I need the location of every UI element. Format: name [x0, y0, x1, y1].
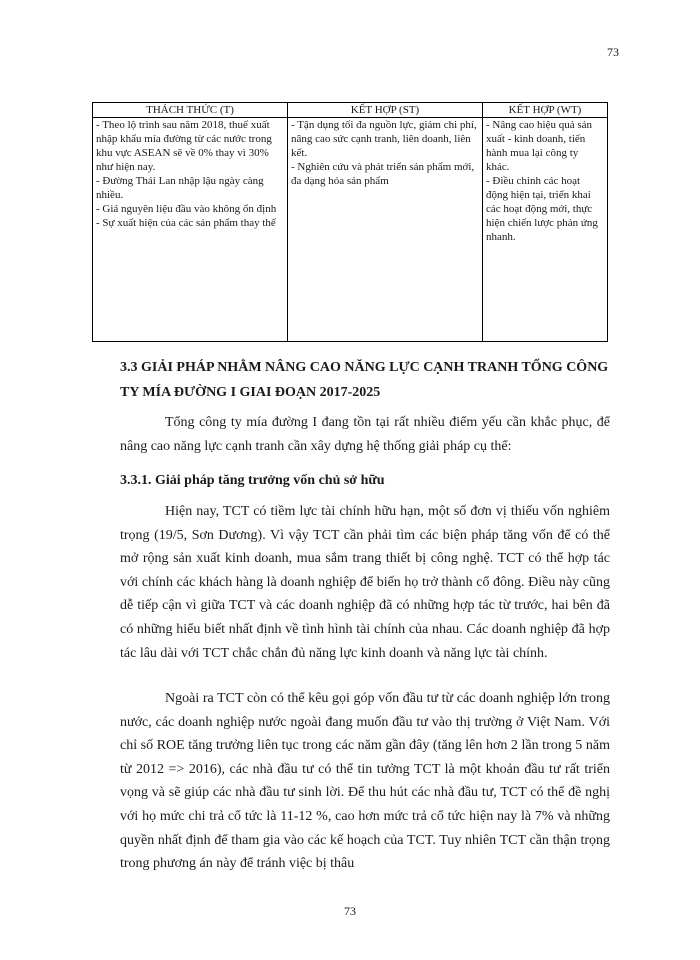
- header-wt: KẾT HỢP (WT): [483, 103, 608, 118]
- swot-table: [92, 102, 608, 342]
- threat-item: - Giá nguyên liệu đầu vào không ổn định: [96, 203, 277, 215]
- subsection-heading: 3.3.1. Giải pháp tăng trưởng vốn chủ sở hữu: [120, 473, 385, 488]
- table-body-row: [93, 118, 608, 342]
- wt-item: - Điều chỉnh các hoạt động hiện tại, triển khai các hoạt động mới, thực hiện chiến lược phản ứng nhanh.: [486, 175, 598, 243]
- page-number-bottom: 73: [344, 904, 356, 918]
- wt-item: - Nâng cao hiệu quả sản xuất - kinh doanh, tiến hành mua lại công ty khác.: [486, 119, 592, 173]
- body-paragraph-1: Hiện nay, TCT có tiềm lực tài chính hữu hạn, một số đơn vị thiếu vốn nghiêm trọng (19/5, Sơn Dương). Vì vậy TCT cần phải tìm các biện pháp tăng vốn để có thể mở rộng sản xuất kinh doanh, mua sắm trang thiết bị công nghệ. TCT có thể hợp tác với chính các khách hàng là doanh nghiệp để biến họ trở thành cổ đông. Điều này cũng dễ tiếp cận vì giữa TCT và các doanh nghiệp đã có những hợp tác từ trước, hai bên đã có những hiểu biết nhất định về tình hình tài chính của nhau. Các doanh nghiệp đã hợp tác lâu dài với TCT chắc chắn đủ năng lực kinh doanh và năng lực tài chính.: [120, 504, 610, 661]
- threat-item: - Sự xuất hiện của các sản phẩm thay thế: [96, 217, 276, 229]
- threats-cell: [93, 118, 288, 342]
- section-heading: 3.3 GIẢI PHÁP NHẰM NÂNG CAO NĂNG LỰC CẠNH TRANH TỔNG CÔNG TY MÍA ĐƯỜNG I GIAI ĐOẠN 2017-2025: [120, 360, 609, 400]
- body-paragraph-2: Ngoài ra TCT còn có thể kêu gọi góp vốn đầu tư từ các doanh nghiệp lớn trong nước, các doanh nghiệp nước ngoài đang muốn đầu tư vào thị trường ở Việt Nam. Với chỉ số ROE tăng trưởng liên tục trong các năm gần đây (tăng lên hơn 2 lần trong 5 năm từ 2012 => 2016), các nhà đầu tư có thể tin tưởng TCT là một khoản đầu tư rất triển vọng và sẽ giúp các nhà đầu tư sinh lời. Để thu hút các nhà đầu tư, TCT có thể đề nghị với họ mức chi trả cổ tức là 11-12 %, cao hơn mức trả cổ tức hiện nay là 7% và những quyền nhất định để tham gia vào các kế hoạch của TCT. Tuy nhiên TCT cần thận trọng trong phương án này để tránh việc bị thâu: [120, 691, 610, 872]
- header-st: KẾT HỢP (ST): [288, 103, 483, 118]
- st-item: - Nghiên cứu và phát triển sản phẩm mới, đa dạng hóa sản phẩm: [291, 161, 475, 187]
- threat-item: - Theo lộ trình sau năm 2018, thuế xuất nhập khẩu mía đường từ các nước trong khu vực ASEAN sẽ về 0% thay vì 30% như hiện nay.: [96, 119, 272, 173]
- table-header-row: [93, 103, 608, 118]
- header-threats: THÁCH THỨC (T): [93, 103, 288, 118]
- st-item: - Tận dụng tối đa nguồn lực, giảm chi phí, nâng cao sức cạnh tranh, liên doanh, liên kết.: [291, 119, 477, 159]
- threat-item: - Đường Thái Lan nhập lậu ngày càng nhiều.: [96, 175, 264, 201]
- st-cell: [288, 118, 483, 342]
- wt-cell: [483, 118, 608, 342]
- page-number-top: 73: [607, 45, 619, 59]
- intro-paragraph: Tổng công ty mía đường I đang tồn tại rất nhiều điểm yếu cần khắc phục, để nâng cao năng lực cạnh tranh cần xây dựng hệ thống giải pháp cụ thể:: [120, 415, 610, 454]
